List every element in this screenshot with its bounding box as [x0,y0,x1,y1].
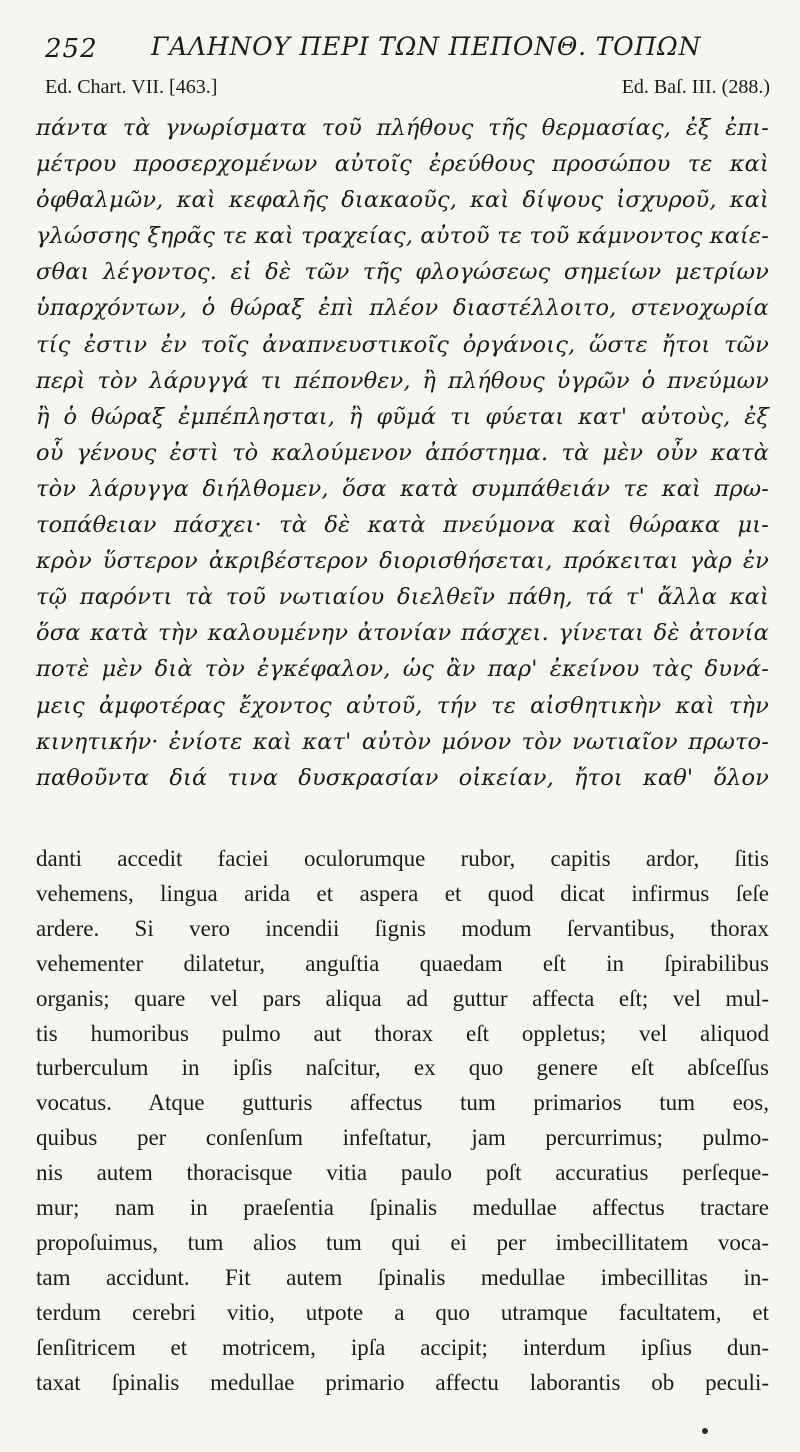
latin-line: vehementer dilatetur, anguſtia quaedam eſt in ſpirabilibus [36,950,769,976]
greek-line: κινητικήν· ἐνίοτε καὶ κατ' αὐτὸν μόνον τὸν νωτιαῖον πρωτο- [36,728,769,755]
greek-line: μέτρου προσερχομένων αὐτοῖς ἐρεύθους προσώπου τε καὶ [36,151,769,178]
latin-line: organis; quare vel pars aliqua ad guttur affecta eſt; vel mul- [36,985,769,1011]
latin-line: terdum cerebri vitio, utpote a quo utramque facultatem, et [36,1299,769,1325]
latin-line: nis autem thoracisque vitia paulo poſt accuratius perſeque- [36,1160,769,1186]
latin-line: ſenſitricem et motricem, ipſa accipit; interdum ipſius dun- [36,1334,769,1360]
greek-line: παθοῦντα διά τινα δυσκρασίαν οἰκείαν, ἤτοι καθ' ὅλον [36,764,769,791]
latin-line: vocatus. Atque gutturis affectus tum primarios tum eos, [36,1090,769,1116]
greek-line: τοπάθειαν πάσχει· τὰ δὲ κατὰ πνεύμονα καὶ θώρακα μι- [36,512,769,539]
latin-line: vehemens, lingua arida et aspera et quod dicat infirmus ſeſe [36,880,769,906]
edition-chartier-reference: Ed. Chart. VII. [463.] [45,76,218,98]
page-header [45,26,776,68]
ink-speck [702,1428,708,1434]
running-title: ΓΑΛΗΝΟΥ ΠΕΡΙ ΤΩΝ ΠΕΠΟΝΘ. ΤΟΠΩΝ [151,32,702,61]
greek-line: ὀφθαλμῶν, καὶ κεφαλῆς διακαοῦς, καὶ δίψους ἰσχυροῦ, καὶ [36,187,769,214]
greek-line: ἢ ὁ θώραξ ἐμπέπλησται, ἢ φῦμά τι φύεται κατ' αὐτοὺς, ἐξ [36,403,769,430]
latin-line: propoſuimus, tum alios tum qui ei per imbecillitatem voca- [36,1229,769,1255]
greek-line: ὑπαρχόντων, ὁ θώραξ ἐπὶ πλέον διαστέλλοιτο, στενοχωρία [36,295,769,322]
greek-line: τὸν λάρυγγα διήλθομεν, ὅσα κατὰ συμπάθειάν τε καὶ πρω- [36,475,769,502]
latin-line: quibus per conſenſum infeſtatur, jam percurrimus; pulmo- [36,1125,769,1151]
greek-line: τίς ἐστιν ἐν τοῖς ἀναπνευστικοῖς ὀργάνοις, ὥστε ἤτοι τῶν [36,331,769,358]
edition-basel-reference: Ed. Baſ. III. (288.) [621,76,770,98]
greek-line: οὗ γένους ἐστὶ τὸ καλούμενον ἀπόστημα. τὰ μὲν οὖν κατὰ [36,439,769,466]
latin-text-block [36,842,769,1401]
latin-line: danti accedit faciei oculorumque rubor, capitis ardor, ſitis [36,846,769,871]
edition-reference-line [45,76,770,106]
greek-line: πάντα τὰ γνωρίσματα τοῦ πλήθους τῆς θερμασίας, ἐξ ἐπι- [36,115,769,141]
greek-line: κρὸν ὕστερον ἀκριβέστερον διορισθήσεται, πρόκειται γὰρ ἐν [36,548,769,575]
greek-line: περὶ τὸν λάρυγγά τι πέπονθεν, ἢ πλήθους ὑγρῶν ὁ πνεύμων [36,367,769,394]
latin-line: tis humoribus pulmo aut thorax eſt oppletus; vel aliquod [36,1020,769,1046]
greek-text-block [36,110,769,796]
page-number: 252 [45,34,98,64]
latin-line: taxat ſpinalis medullae primario affectu laborantis ob peculi- [36,1369,769,1395]
latin-line: tam accidunt. Fit autem ſpinalis medullae imbecillitas in- [36,1264,769,1290]
greek-line: σθαι λέγοντος. εἰ δὲ τῶν τῆς φλογώσεως σημείων μετρίων [36,259,769,286]
greek-line: ὅσα κατὰ τὴν καλουμένην ἀτονίαν πάσχει. γίνεται δὲ ἀτονία [36,620,769,647]
greek-line: ποτὲ μὲν διὰ τὸν ἐγκέφαλον, ὡς ἂν παρ' ἐκείνου τὰς δυνά- [36,656,769,683]
greek-line: γλώσσης ξηρᾶς τε καὶ τραχείας, αὐτοῦ τε τοῦ κάμνοντος καίε- [36,223,769,250]
latin-line: mur; nam in praeſentia ſpinalis medullae affectus tractare [36,1195,769,1221]
greek-line: μεις ἀμφοτέρας ἔχοντος αὐτοῦ, τήν τε αἰσθητικὴν καὶ τὴν [36,692,769,719]
latin-line: turberculum in ipſis naſcitur, ex quo genere eſt abſceſſus [36,1055,769,1081]
latin-line: ardere. Si vero incendii ſignis modum ſervantibus, thorax [36,915,769,941]
greek-line: τῷ παρόντι τὰ τοῦ νωτιαίου διελθεῖν πάθη, τά τ' ἄλλα καὶ [36,584,769,611]
